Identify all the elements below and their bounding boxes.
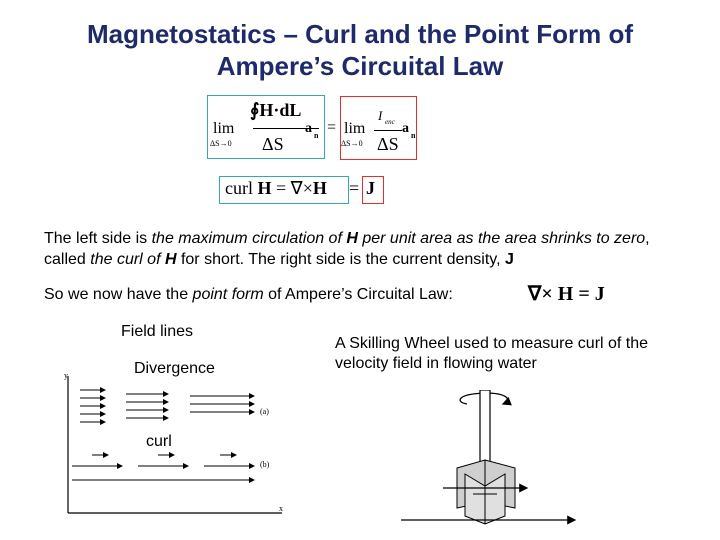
explanation-paragraph <box>44 228 674 270</box>
field-lines-label: Field lines <box>121 323 194 340</box>
skilling-wheel-caption: A Skilling Wheel used to measure curl of the velocity field in flowing water <box>335 335 649 372</box>
para1-text-1: The left side is <box>44 230 152 247</box>
lhs-denominator: ΔS <box>262 134 284 154</box>
x-axis-label: x <box>279 504 283 513</box>
curl-h2: H <box>312 178 327 198</box>
divergence-label: Divergence <box>134 360 215 377</box>
title-line-1: Magnetostatics – Curl and the Point Form of <box>86 19 634 49</box>
para1-text-2: , called <box>44 230 650 268</box>
para1-j: J <box>504 251 514 268</box>
skilling-wheel-diagram <box>395 390 585 530</box>
title-line-2: Ampere’s Circuital Law <box>216 51 504 81</box>
field-arrows-b <box>72 455 254 480</box>
para2-text-1: So we now have the <box>44 286 193 303</box>
lhs-numerator: ∮H·dL <box>250 100 302 120</box>
para1-italic-2: per unit area as the area shrinks to zero <box>357 230 646 247</box>
curl-h: H <box>257 178 272 198</box>
rhs-lim: lim <box>344 120 366 137</box>
rhs-numerator: I <box>378 108 383 123</box>
para1-italic-3: the curl of <box>90 251 165 268</box>
curl-eq2: = <box>349 178 360 198</box>
rhs-lim-sub: ΔS→0 <box>341 139 363 148</box>
equals-sign-top: = <box>327 119 337 136</box>
curl-nabla-cross: ∇× <box>290 178 313 198</box>
rhs-vector-a: a <box>402 121 409 136</box>
para1-h-2: H <box>164 251 177 268</box>
field-arrows-a <box>80 390 254 422</box>
point-form-equation: ∇× H = J <box>528 283 605 305</box>
curl-label: curl <box>146 433 172 450</box>
y-axis-label: y <box>64 371 68 380</box>
curl-equation <box>225 178 327 199</box>
para1-h-1: H <box>346 230 358 247</box>
label-a: (a) <box>260 407 269 416</box>
para2-text-2: of Ampere’s Circuital Law: <box>263 286 453 303</box>
lhs-lim-sub: ΔS→0 <box>210 139 232 148</box>
rhs-vector-sub: n <box>411 131 416 140</box>
lhs-vector-a: a <box>305 121 312 136</box>
curl-j: J <box>366 178 375 198</box>
rhs-numerator-sub: enc <box>385 118 395 126</box>
field-lines-diagram <box>58 368 290 518</box>
para1-italic-1: the maximum circulation of <box>151 230 347 247</box>
rhs-denominator: ΔS <box>377 134 399 154</box>
curl-eq1: = <box>276 178 287 198</box>
curl-word: curl <box>225 178 253 198</box>
point-form-paragraph <box>44 284 524 305</box>
label-b: (b) <box>260 460 270 469</box>
rhs-fraction-bar <box>374 130 402 131</box>
slide-title <box>0 18 720 82</box>
lhs-lim: lim <box>213 120 235 137</box>
lhs-vector-sub: n <box>314 131 319 140</box>
para2-italic: point form <box>192 286 264 303</box>
para1-text-3: for short. The right side is the current density, <box>176 251 505 268</box>
